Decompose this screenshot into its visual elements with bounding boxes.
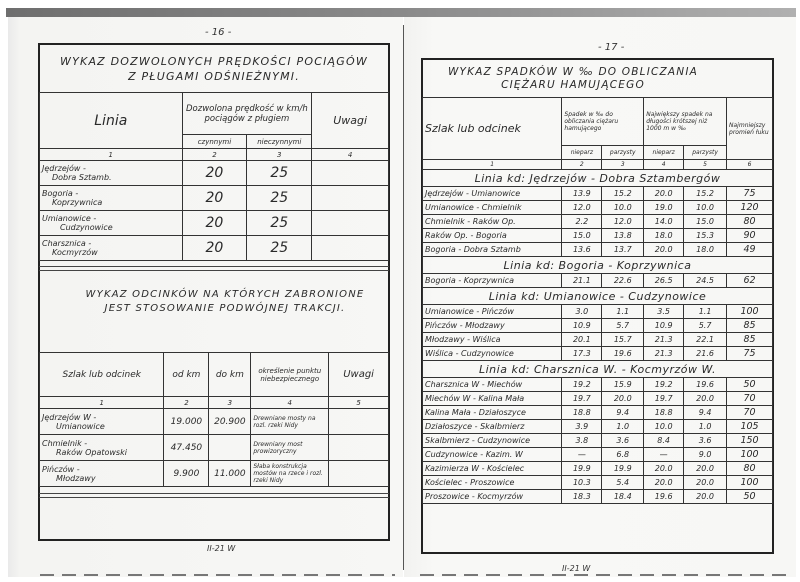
od-km-value: 47.450 (164, 435, 209, 461)
min-promien-cell: 49 (727, 243, 773, 257)
table-row (423, 406, 773, 420)
col-num: 2 (182, 149, 247, 161)
szlak-cell: Kazimierza W - Kościelec (423, 462, 562, 476)
table1-title (40, 54, 388, 84)
spadek-nieparz-cell: 21.1 (562, 274, 602, 288)
max-spadek-parzysty-cell: 5.7 (684, 319, 727, 333)
line-section-title: Linia kd: Umianowice - Cudzynowice (423, 288, 773, 305)
table-row (40, 161, 389, 186)
max-spadek-parzysty-cell: 9.0 (684, 448, 727, 462)
speed-czynnymi: 20 (182, 186, 247, 211)
linia-line2: Kocmyrzów (52, 248, 98, 257)
line-section-header (423, 288, 773, 305)
page-bottom-edge (420, 574, 790, 576)
section-divider (39, 493, 389, 498)
max-spadek-parzysty-cell: 15.2 (684, 187, 727, 201)
header-nieparz: nieparz (644, 146, 684, 160)
row-szlak (40, 409, 164, 435)
min-promien-cell: 80 (727, 462, 773, 476)
min-promien-cell: 85 (727, 319, 773, 333)
spadek-parzysty-cell: 1.0 (602, 420, 644, 434)
max-spadek-parzysty-cell: 1.0 (684, 420, 727, 434)
szlak-line1: Chmielnik - (42, 438, 88, 448)
max-spadek-parzysty-cell: 21.6 (684, 347, 727, 361)
max-spadek-nieparz-cell: 19.7 (644, 392, 684, 406)
max-spadek-nieparz-cell: 10.9 (644, 319, 684, 333)
table-row (40, 435, 389, 461)
line-section-title: Linia kd: Bogoria - Koprzywnica (423, 257, 773, 274)
speed-nieczynnymi: 25 (247, 211, 312, 236)
spadek-nieparz-cell: 19.7 (562, 392, 602, 406)
max-spadek-nieparz-cell: 21.3 (644, 333, 684, 347)
uwagi-cell (312, 186, 389, 211)
max-spadek-parzysty-cell: 19.6 (684, 378, 727, 392)
od-km-value: 9.900 (164, 461, 209, 487)
min-promien-cell: 120 (727, 201, 773, 215)
col-num: 6 (727, 160, 773, 170)
max-spadek-parzysty-cell: 18.0 (684, 243, 727, 257)
header-linia: Linia (40, 93, 183, 149)
max-spadek-parzysty-cell: 22.1 (684, 333, 727, 347)
min-promien-cell: 75 (727, 347, 773, 361)
table-row (423, 476, 773, 490)
szlak-cell: Skalbmierz - Cudzynowice (423, 434, 562, 448)
table2-title-line1: WYKAZ ODCINKÓW NA KTÓRYCH ZABRONIONE (85, 289, 365, 300)
page-number-right: - 17 - (598, 42, 625, 53)
linia-line2: Dobra Sztamb. (52, 173, 112, 182)
spadek-parzysty-cell: 3.6 (602, 434, 644, 448)
header-najwiekszy-spadek: Największy spadek na długości krótszej niż 1000 m w ‰ (644, 98, 727, 146)
linia-line2: Cudzynowice (60, 223, 113, 232)
col-num: 3 (247, 149, 312, 161)
max-spadek-nieparz-cell: 20.0 (644, 187, 684, 201)
section-divider (39, 266, 389, 271)
header-czynnymi: czynnymi (182, 135, 247, 149)
spadek-nieparz-cell: 19.9 (562, 462, 602, 476)
max-spadek-parzysty-cell: 20.0 (684, 490, 727, 504)
min-promien-cell: 85 (727, 333, 773, 347)
speed-czynnymi: 20 (182, 161, 247, 186)
page-number-left: - 16 - (205, 27, 232, 38)
table-row (423, 392, 773, 406)
spadek-parzysty-cell: 5.7 (602, 319, 644, 333)
row-szlak (40, 435, 164, 461)
opis-value: Drewniany most prowizoryczny (251, 435, 329, 461)
od-km-value: 19.000 (164, 409, 209, 435)
szlak-cell: Charsznica W - Miechów (423, 378, 562, 392)
header-nieparz: nieparz (562, 146, 602, 160)
spadek-nieparz-cell: 12.0 (562, 201, 602, 215)
header-parzysty: parzysty (602, 146, 644, 160)
row-linia (40, 161, 183, 186)
min-promien-cell: 150 (727, 434, 773, 448)
max-spadek-nieparz-cell: 3.5 (644, 305, 684, 319)
szlak-line1: Pińczów - (42, 464, 80, 474)
header-speed-group: Dozwolona prędkość w km/h pociągów z pługiem (182, 93, 312, 135)
table-row (423, 462, 773, 476)
szlak-cell: Raków Op. - Bogoria (423, 229, 562, 243)
szlak-cell: Chmielnik - Raków Op. (423, 215, 562, 229)
min-promien-cell: 90 (727, 229, 773, 243)
col-num: 2 (164, 397, 209, 409)
table-row (423, 378, 773, 392)
spadek-parzysty-cell: 13.8 (602, 229, 644, 243)
spadek-nieparz-cell: — (562, 448, 602, 462)
spadek-nieparz-cell: 17.3 (562, 347, 602, 361)
spadek-parzysty-cell: 13.7 (602, 243, 644, 257)
line-section-title: Linia kd: Jędrzejów - Dobra Sztambergów (423, 170, 773, 187)
spadek-parzysty-cell: 10.0 (602, 201, 644, 215)
table-row (423, 333, 773, 347)
min-promien-cell: 70 (727, 392, 773, 406)
do-km-value: 20.900 (209, 409, 251, 435)
min-promien-cell: 100 (727, 448, 773, 462)
max-spadek-parzysty-cell: 20.0 (684, 476, 727, 490)
table2-title (60, 288, 390, 316)
header-spadek: Spadek w ‰ do obliczania ciężaru hamującego (562, 98, 644, 146)
max-spadek-nieparz-cell: 20.0 (644, 243, 684, 257)
header-okreslenie: określenie punktu niebezpiecznego (251, 353, 329, 397)
min-promien-cell: 62 (727, 274, 773, 288)
col-num: 4 (312, 149, 389, 161)
max-spadek-nieparz-cell: 21.3 (644, 347, 684, 361)
row-szlak (40, 461, 164, 487)
table-row (423, 187, 773, 201)
header-szlak-label: Szlak lub odcinek (425, 121, 521, 135)
max-spadek-nieparz-cell: — (644, 448, 684, 462)
line-section-header (423, 170, 773, 187)
header-od-km: od km (164, 353, 209, 397)
spadek-parzysty-cell: 12.0 (602, 215, 644, 229)
spadek-parzysty-cell: 9.4 (602, 406, 644, 420)
max-spadek-parzysty-cell: 9.4 (684, 406, 727, 420)
col-num: 5 (684, 160, 727, 170)
speed-nieczynnymi: 25 (247, 186, 312, 211)
spadek-parzysty-cell: 1.1 (602, 305, 644, 319)
header-uwagi: Uwagi (312, 93, 389, 149)
spadek-nieparz-cell: 13.9 (562, 187, 602, 201)
spadek-nieparz-cell: 3.9 (562, 420, 602, 434)
szlak-cell: Pińczów - Młodzawy (423, 319, 562, 333)
table-row (40, 461, 389, 487)
szlak-cell: Młodzawy - Wiślica (423, 333, 562, 347)
szlak-cell: Kościelec - Proszowice (423, 476, 562, 490)
header-szlak: Szlak lub odcinek (40, 353, 164, 397)
szlak-cell: Umianowice - Chmielnik (423, 201, 562, 215)
table-row (40, 211, 389, 236)
scanner-edge (6, 8, 796, 17)
line-section-header (423, 257, 773, 274)
szlak-cell: Umianowice - Pińczów (423, 305, 562, 319)
uwagi-cell (312, 236, 389, 261)
szlak-cell: Miechów W - Kalina Mała (423, 392, 562, 406)
uwagi-cell (312, 211, 389, 236)
max-spadek-nieparz-cell: 8.4 (644, 434, 684, 448)
footer-right: II-21 W (562, 564, 591, 573)
table-row (423, 319, 773, 333)
header-szlak (423, 98, 562, 160)
min-promien-cell: 50 (727, 378, 773, 392)
szlak-line2: Raków Opatowski (56, 447, 127, 457)
col-num: 2 (562, 160, 602, 170)
max-spadek-nieparz-cell: 19.2 (644, 378, 684, 392)
col-num: 4 (644, 160, 684, 170)
header-uwagi: Uwagi (329, 353, 389, 397)
spadek-parzysty-cell: 15.7 (602, 333, 644, 347)
double-traction-table (39, 352, 389, 487)
max-spadek-nieparz-cell: 18.0 (644, 229, 684, 243)
do-km-value: 11.000 (209, 461, 251, 487)
szlak-cell: Proszowice - Kocmyrzów (423, 490, 562, 504)
max-spadek-parzysty-cell: 15.0 (684, 215, 727, 229)
slopes-title (423, 66, 723, 92)
max-spadek-parzysty-cell: 20.0 (684, 462, 727, 476)
table-row (423, 305, 773, 319)
uwagi-cell (329, 409, 389, 435)
header-do-km: do km (209, 353, 251, 397)
uwagi-cell (329, 461, 389, 487)
spadek-nieparz-cell: 18.3 (562, 490, 602, 504)
table-row (40, 236, 389, 261)
spadek-nieparz-cell: 13.6 (562, 243, 602, 257)
szlak-line1: Jędrzejów W - (42, 412, 97, 422)
speed-czynnymi: 20 (182, 236, 247, 261)
speed-nieczynnymi: 25 (247, 161, 312, 186)
table-row (423, 243, 773, 257)
max-spadek-nieparz-cell: 20.0 (644, 462, 684, 476)
header-parzysty: parzysty (684, 146, 727, 160)
table-row (423, 448, 773, 462)
speed-table (39, 92, 389, 261)
col-num: 5 (329, 397, 389, 409)
row-linia (40, 211, 183, 236)
table-row (423, 490, 773, 504)
slopes-table (422, 97, 773, 504)
column-numbers-row (423, 160, 773, 170)
slopes-title-line1: WYKAZ SPADKÓW W ‰ DO OBLICZANIA (447, 66, 699, 78)
table2-title-line2: JEST STOSOWANIE PODWÓJNEJ TRAKCJI. (104, 303, 346, 314)
max-spadek-nieparz-cell: 19.0 (644, 201, 684, 215)
column-numbers-row (40, 397, 389, 409)
spadek-parzysty-cell: 6.8 (602, 448, 644, 462)
max-spadek-parzysty-cell: 20.0 (684, 392, 727, 406)
table-row (40, 186, 389, 211)
col-num: 3 (602, 160, 644, 170)
slopes-title-line2: CIĘŻARU HAMUJĄCEGO (501, 79, 645, 91)
spadek-parzysty-cell: 22.6 (602, 274, 644, 288)
szlak-cell: Działoszyce - Skalbmierz (423, 420, 562, 434)
spadek-nieparz-cell: 3.0 (562, 305, 602, 319)
linia-line1: Charsznica - (42, 239, 92, 248)
spadek-parzysty-cell: 15.2 (602, 187, 644, 201)
max-spadek-parzysty-cell: 24.5 (684, 274, 727, 288)
spadek-parzysty-cell: 20.0 (602, 392, 644, 406)
uwagi-cell (312, 161, 389, 186)
linia-line1: Umianowice - (42, 214, 97, 223)
opis-value: Słaba konstrukcja mostów na rzece i rozl. rzeki Nidy (251, 461, 329, 487)
max-spadek-parzysty-cell: 1.1 (684, 305, 727, 319)
line-section-title: Linia kd: Charsznica W. - Kocmyrzów W. (423, 361, 773, 378)
szlak-cell: Bogoria - Koprzywnica (423, 274, 562, 288)
linia-line1: Bogoria - (42, 189, 79, 198)
min-promien-cell: 70 (727, 406, 773, 420)
szlak-line2: Młodzawy (56, 473, 96, 483)
row-linia (40, 186, 183, 211)
max-spadek-parzysty-cell: 15.3 (684, 229, 727, 243)
min-promien-cell: 50 (727, 490, 773, 504)
max-spadek-nieparz-cell: 20.0 (644, 476, 684, 490)
table-row (40, 409, 389, 435)
table-row (423, 215, 773, 229)
col-num: 1 (423, 160, 562, 170)
column-numbers-row (40, 149, 389, 161)
table-row (423, 201, 773, 215)
col-num: 4 (251, 397, 329, 409)
max-spadek-nieparz-cell: 14.0 (644, 215, 684, 229)
table-row (423, 229, 773, 243)
page-bottom-edge (40, 574, 395, 576)
linia-line2: Koprzywnica (52, 198, 103, 207)
table1-title-line2: Z PŁUGAMI ODŚNIEŻNYMI. (128, 70, 300, 83)
footer-left: II-21 W (207, 544, 236, 553)
szlak-cell: Cudzynowice - Kazim. W (423, 448, 562, 462)
speed-czynnymi: 20 (182, 211, 247, 236)
max-spadek-nieparz-cell: 18.8 (644, 406, 684, 420)
min-promien-cell: 105 (727, 420, 773, 434)
spadek-nieparz-cell: 18.8 (562, 406, 602, 420)
spadek-nieparz-cell: 15.0 (562, 229, 602, 243)
spadek-parzysty-cell: 18.4 (602, 490, 644, 504)
szlak-cell: Jędrzejów - Umianowice (423, 187, 562, 201)
line-section-header (423, 361, 773, 378)
linia-line1: Jędrzejów - (42, 164, 86, 173)
table-row (423, 347, 773, 361)
col-num: 3 (209, 397, 251, 409)
max-spadek-parzysty-cell: 3.6 (684, 434, 727, 448)
spadek-parzysty-cell: 15.9 (602, 378, 644, 392)
spadek-nieparz-cell: 2.2 (562, 215, 602, 229)
table1-title-line1: WYKAZ DOZWOLONYCH PRĘDKOŚCI POCIĄGÓW (60, 55, 368, 68)
szlak-cell: Kalina Mała - Działoszyce (423, 406, 562, 420)
spadek-parzysty-cell: 19.9 (602, 462, 644, 476)
header-nieczynnymi: nieczynnymi (247, 135, 312, 149)
min-promien-cell: 100 (727, 476, 773, 490)
uwagi-cell (329, 435, 389, 461)
max-spadek-nieparz-cell: 26.5 (644, 274, 684, 288)
spadek-nieparz-cell: 19.2 (562, 378, 602, 392)
spadek-nieparz-cell: 10.3 (562, 476, 602, 490)
max-spadek-parzysty-cell: 10.0 (684, 201, 727, 215)
spadek-parzysty-cell: 19.6 (602, 347, 644, 361)
szlak-cell: Bogoria - Dobra Sztamb (423, 243, 562, 257)
min-promien-cell: 75 (727, 187, 773, 201)
min-promien-cell: 80 (727, 215, 773, 229)
spadek-nieparz-cell: 20.1 (562, 333, 602, 347)
opis-value: Drewniane mosty na rozl. rzeki Nidy (251, 409, 329, 435)
col-num: 1 (40, 397, 164, 409)
speed-nieczynnymi: 25 (247, 236, 312, 261)
max-spadek-nieparz-cell: 10.0 (644, 420, 684, 434)
row-linia (40, 236, 183, 261)
col-num: 1 (40, 149, 183, 161)
do-km-value (209, 435, 251, 461)
table-row (423, 434, 773, 448)
spadek-parzysty-cell: 5.4 (602, 476, 644, 490)
spadek-nieparz-cell: 3.8 (562, 434, 602, 448)
spadek-nieparz-cell: 10.9 (562, 319, 602, 333)
table-row (423, 420, 773, 434)
table-row (423, 274, 773, 288)
max-spadek-nieparz-cell: 19.6 (644, 490, 684, 504)
szlak-line2: Umianowice (56, 421, 105, 431)
szlak-cell: Wiślica - Cudzynowice (423, 347, 562, 361)
header-promien: Najmniejszy promień łuku (727, 98, 773, 160)
min-promien-cell: 100 (727, 305, 773, 319)
